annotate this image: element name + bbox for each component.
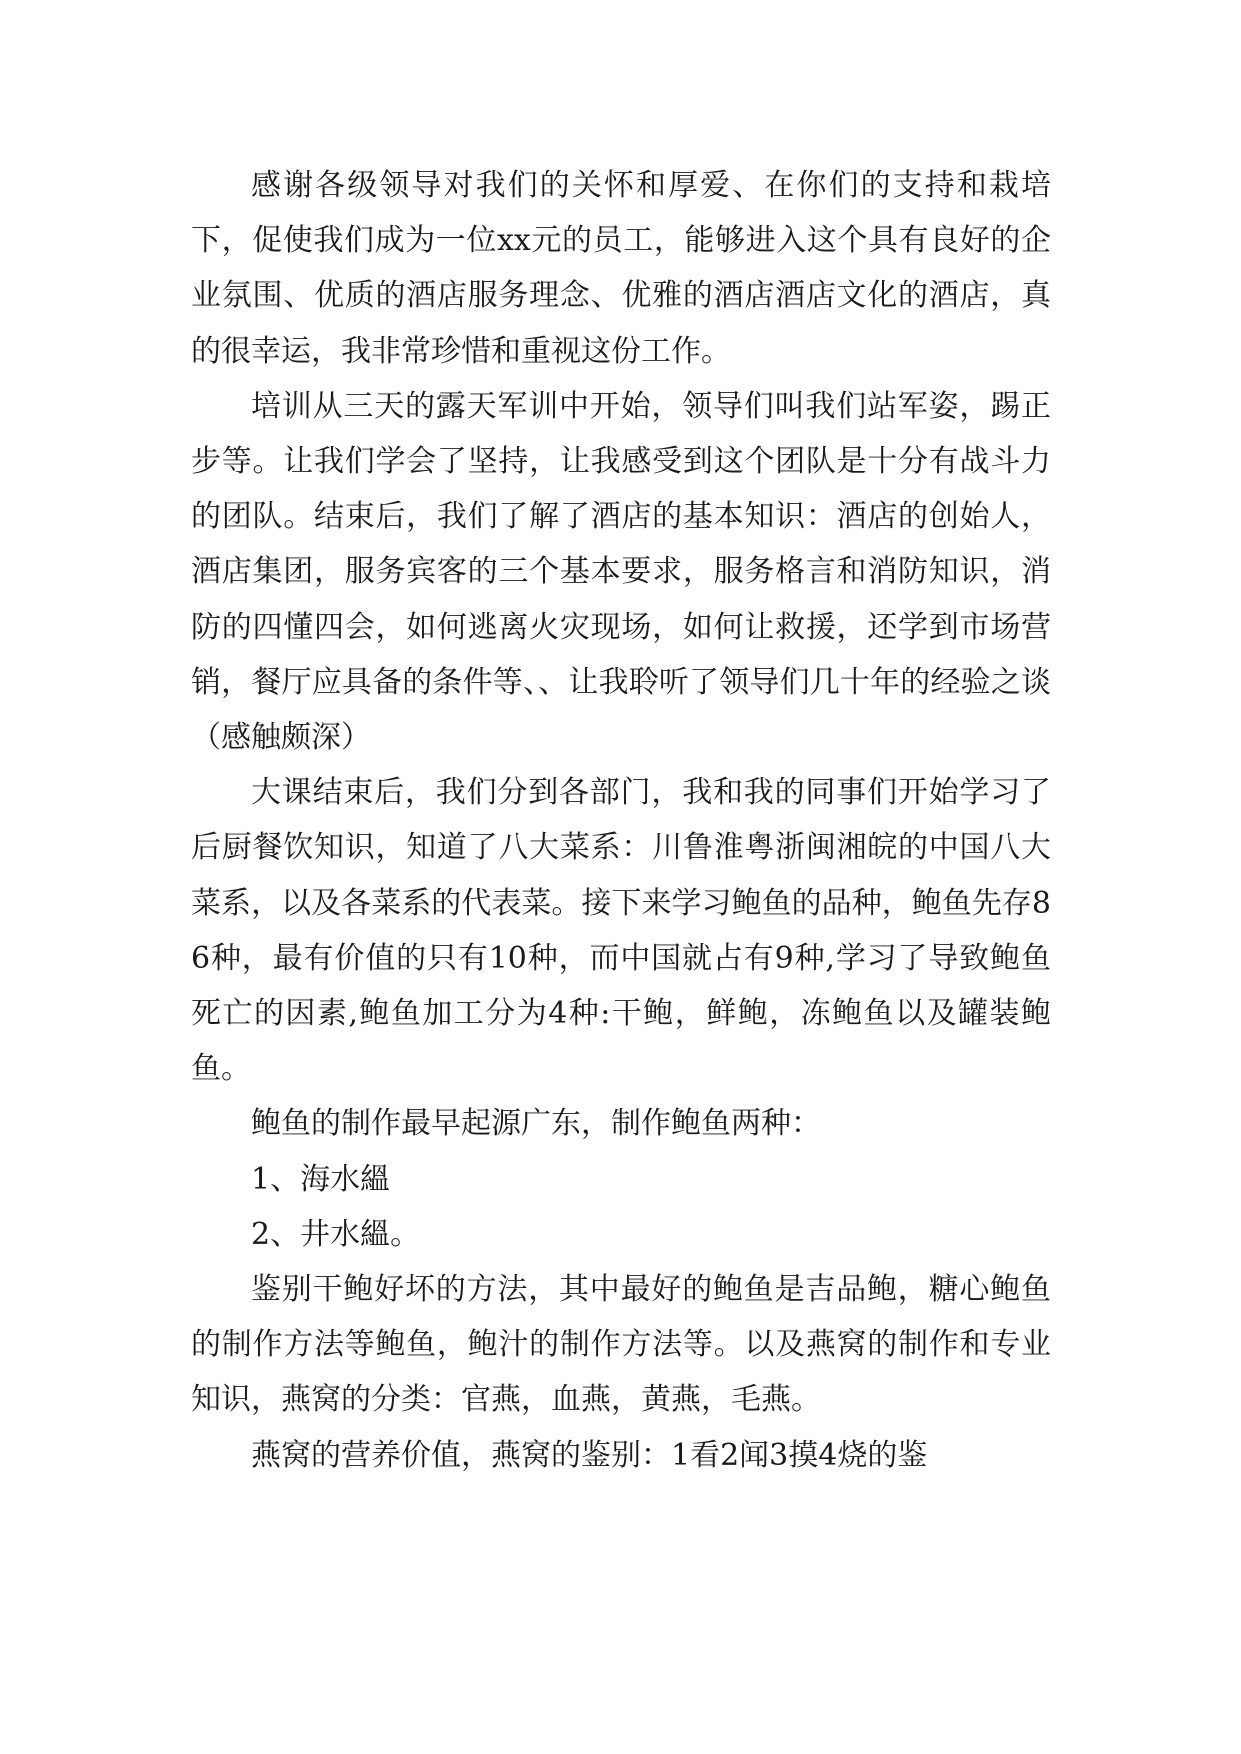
list-item-1: 1、海水縕 xyxy=(251,1161,391,1197)
paragraph-4: 鲍鱼的制作最早起源广东，制作鲍鱼两种： xyxy=(251,1106,821,1142)
list-item-2: 2、井水縕。 xyxy=(251,1216,421,1252)
paragraph-1: 感谢各级领导对我们的关怀和厚爱、在你们的支持和栽培下，促使我们成为一位xx元的员工，能够进入这个具有良好的企业氛围、优质的酒店服务理念、优雅的酒店酒店文化的酒店，真的很幸运，我非常珍惜和重视这份工作。 xyxy=(191,168,1051,369)
paragraph-3: 大课结束后，我们分到各部门，我和我的同事们开始学习了后厨餐饮知识，知道了八大菜系：川鲁淮粤浙闽湘皖的中国八大菜系，以及各菜系的代表菜。接下来学习鲍鱼的品种，鲍鱼先存86种，最有价值的只有10种，而中国就占有9种,学习了导致鲍鱼死亡的因素,鲍鱼加工分为4种:干鲍，鲜鲍，冻鲍鱼以及罐装鲍鱼。 xyxy=(191,775,1051,1087)
paragraph-6: 燕窝的营养价值，燕窝的鉴别：1看2闻3摸4烧的鉴 xyxy=(251,1437,928,1473)
paragraph-2: 培训从三天的露天军训中开始，领导们叫我们站军姿，踢正步等。让我们学会了坚持，让我感受到这个团队是十分有战斗力的团队。结束后，我们了解了酒店的基本知识：酒店的创始人，酒店集团，服务宾客的三个基本要求，服务格言和消防知识，消防的四懂四会，如何逃离火灾现场，如何让救援，还学到市场营销，餐厅应具备的条件等、、让我聆听了领导们几十年的经验之谈（感触颇深） xyxy=(191,388,1051,756)
paragraph-5: 鉴别干鲍好坏的方法，其中最好的鲍鱼是吉品鲍，糖心鲍鱼的制作方法等鲍鱼，鲍汁的制作方法等。以及燕窝的制作和专业知识，燕窝的分类：官燕，血燕，黄燕，毛燕。 xyxy=(191,1272,1051,1418)
document-body xyxy=(191,158,1051,1483)
